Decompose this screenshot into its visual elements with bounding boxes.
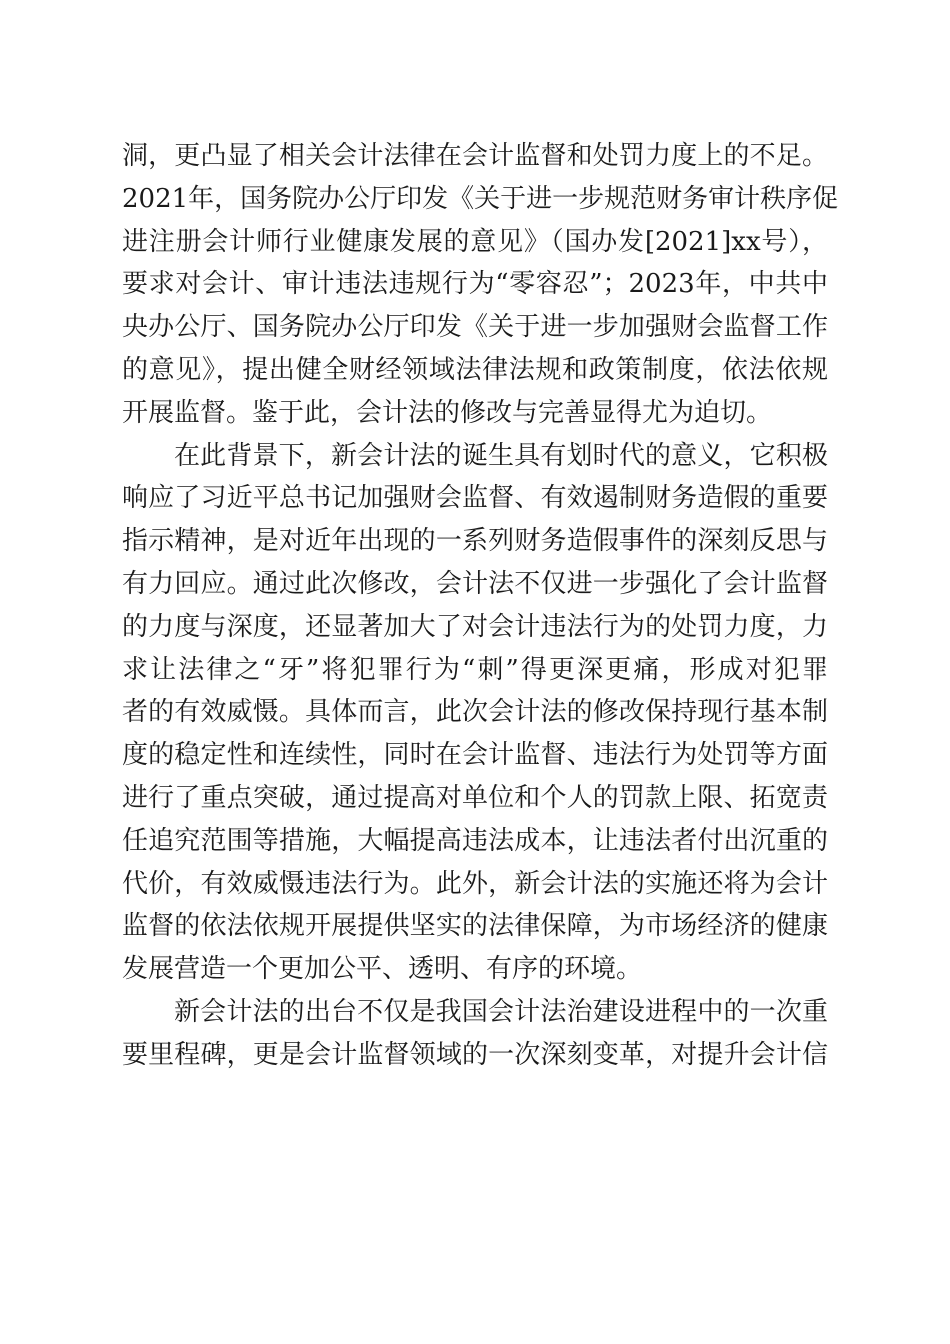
text-line: 洞，更凸显了相关会计法律在会计监督和处罚力度上的不足。 [122, 141, 828, 171]
body-text [122, 135, 839, 1077]
text-line: 央办公厅、国务院办公厅印发《关于进一步加强财会监督工作 [122, 312, 828, 343]
text-line: 的力度与深度，还显著加大了对会计违法行为的处罚力度，力 [122, 611, 828, 642]
text-line: 的意见》，提出健全财经领域法律法规和政策制度，依法依规 [122, 354, 828, 385]
text-line: 有力回应。通过此次修改，会计法不仅进一步强化了会计监督 [122, 568, 828, 599]
text-line: 要求对会计、审计违法违规行为“零容忍”；2023年，中共中 [122, 269, 828, 300]
text-line: 进行了重点突破，通过提高对单位和个人的罚款上限、拓宽责 [122, 782, 828, 813]
text-line: 代价，有效威慑违法行为。此外，新会计法的实施还将为会计 [122, 868, 828, 899]
paragraph-start-line: 在此背景下，新会计法的诞生具有划时代的意义，它积极 [174, 440, 828, 471]
text-line: 监督的依法依规开展提供坚实的法律保障，为市场经济的健康 [122, 911, 828, 942]
text-line: 度的稳定性和连续性，同时在会计监督、违法行为处罚等方面 [122, 740, 828, 771]
text-line: 开展监督。鉴于此，会计法的修改与完善显得尤为迫切。 [122, 397, 773, 428]
text-line: 者的有效威慑。具体而言，此次会计法的修改保持现行基本制 [122, 697, 828, 728]
paragraph-start-line: 新会计法的出台不仅是我国会计法治建设进程中的一次重 [174, 996, 828, 1027]
text-line: 响应了习近平总书记加强财会监督、有效遏制财务造假的重要 [122, 483, 828, 514]
text-line: 任追究范围等措施，大幅提高违法成本，让违法者付出沉重的 [122, 825, 828, 856]
text-line: 指示精神，是对近年出现的一系列财务造假事件的深刻反思与 [122, 526, 828, 557]
text-line: 2021年，国务院办公厅印发《关于进一步规范财务审计秩序促 [122, 183, 839, 214]
text-line: 求让法律之“牙”将犯罪行为“刺”得更深更痛，形成对犯罪 [122, 654, 828, 685]
text-line: 进注册会计师行业健康发展的意见》（国办发[2021]xx号）， [122, 226, 828, 257]
text-line: 发展营造一个更加公平、透明、有序的环境。 [122, 954, 643, 985]
text-line: 要里程碑，更是会计监督领域的一次深刻变革，对提升会计信 [122, 1039, 828, 1070]
